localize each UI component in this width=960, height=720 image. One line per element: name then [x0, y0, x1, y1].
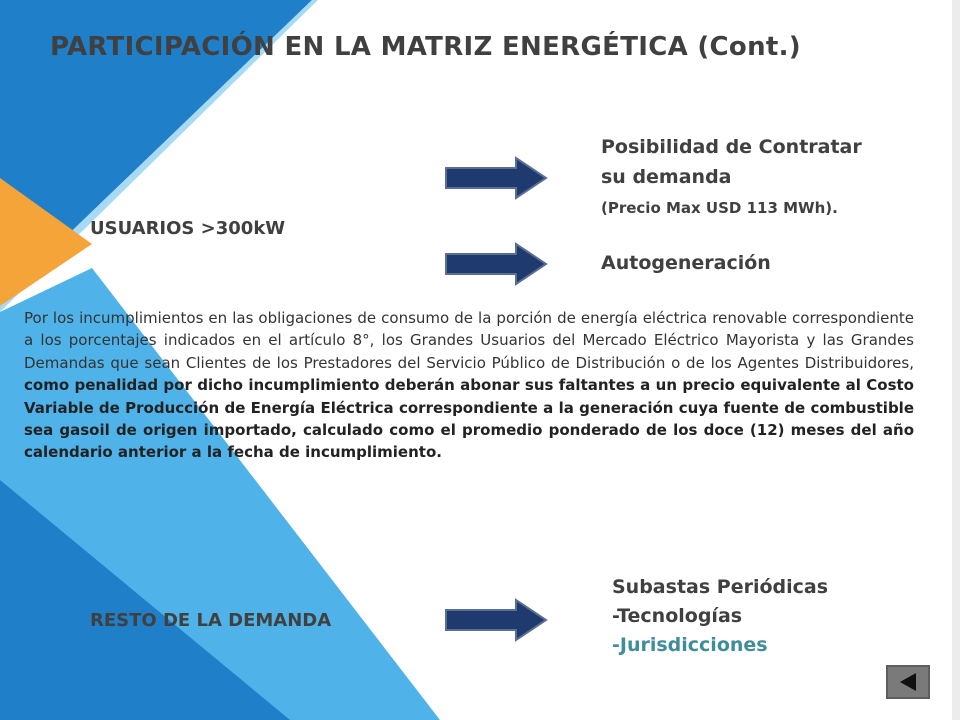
right-edge [952, 0, 960, 720]
arrow-right-icon [444, 156, 548, 200]
subastas-line: Subastas Periódicas [612, 576, 829, 598]
arrow-right-icon [444, 598, 548, 642]
back-button[interactable] [886, 665, 930, 699]
option-contratar-line1: Posibilidad de Contratar [601, 136, 862, 158]
option-autogeneracion: Autogeneración [601, 252, 771, 274]
paragraph-bold-text: como penalidad por dicho incumplimiento deberán abonar sus faltantes a un precio equivalente al Costo Variable de Producción de Energía Eléctrica correspondiente a la generación cuya fuente de combustible sea gasoil de origen importado, calculado como el promedio ponderado de los doce (12) meses del año calendario anterior a la fecha de incumplimiento. [24, 376, 914, 462]
arrow-right-icon [444, 242, 548, 286]
triangle-left-icon [888, 667, 928, 697]
option-contratar-note: (Precio Max USD 113 MWh). [601, 199, 838, 217]
jurisdicciones-line: -Jurisdicciones [612, 634, 768, 656]
page-title: PARTICIPACIÓN EN LA MATRIZ ENERGÉTICA (Cont.) [50, 32, 801, 62]
tecnologias-line: -Tecnologías [612, 605, 743, 627]
penalty-paragraph [24, 307, 914, 464]
usuarios-label: USUARIOS >300kW [90, 218, 286, 239]
resto-label: RESTO DE LA DEMANDA [90, 610, 332, 631]
option-contratar-line2: su demanda [601, 166, 732, 188]
paragraph-normal-text: Por los incumplimientos en las obligaciones de consumo de la porción de energía eléctrica renovable correspondiente a los porcentajes indicados en el artículo 8°, los Grandes Usuarios del Mercado Eléctrico Mayorista y las Grandes Demandas que sean Clientes de los Prestadores del Servicio Público de Distribución o de los Agentes Distribuidores, [24, 309, 914, 372]
